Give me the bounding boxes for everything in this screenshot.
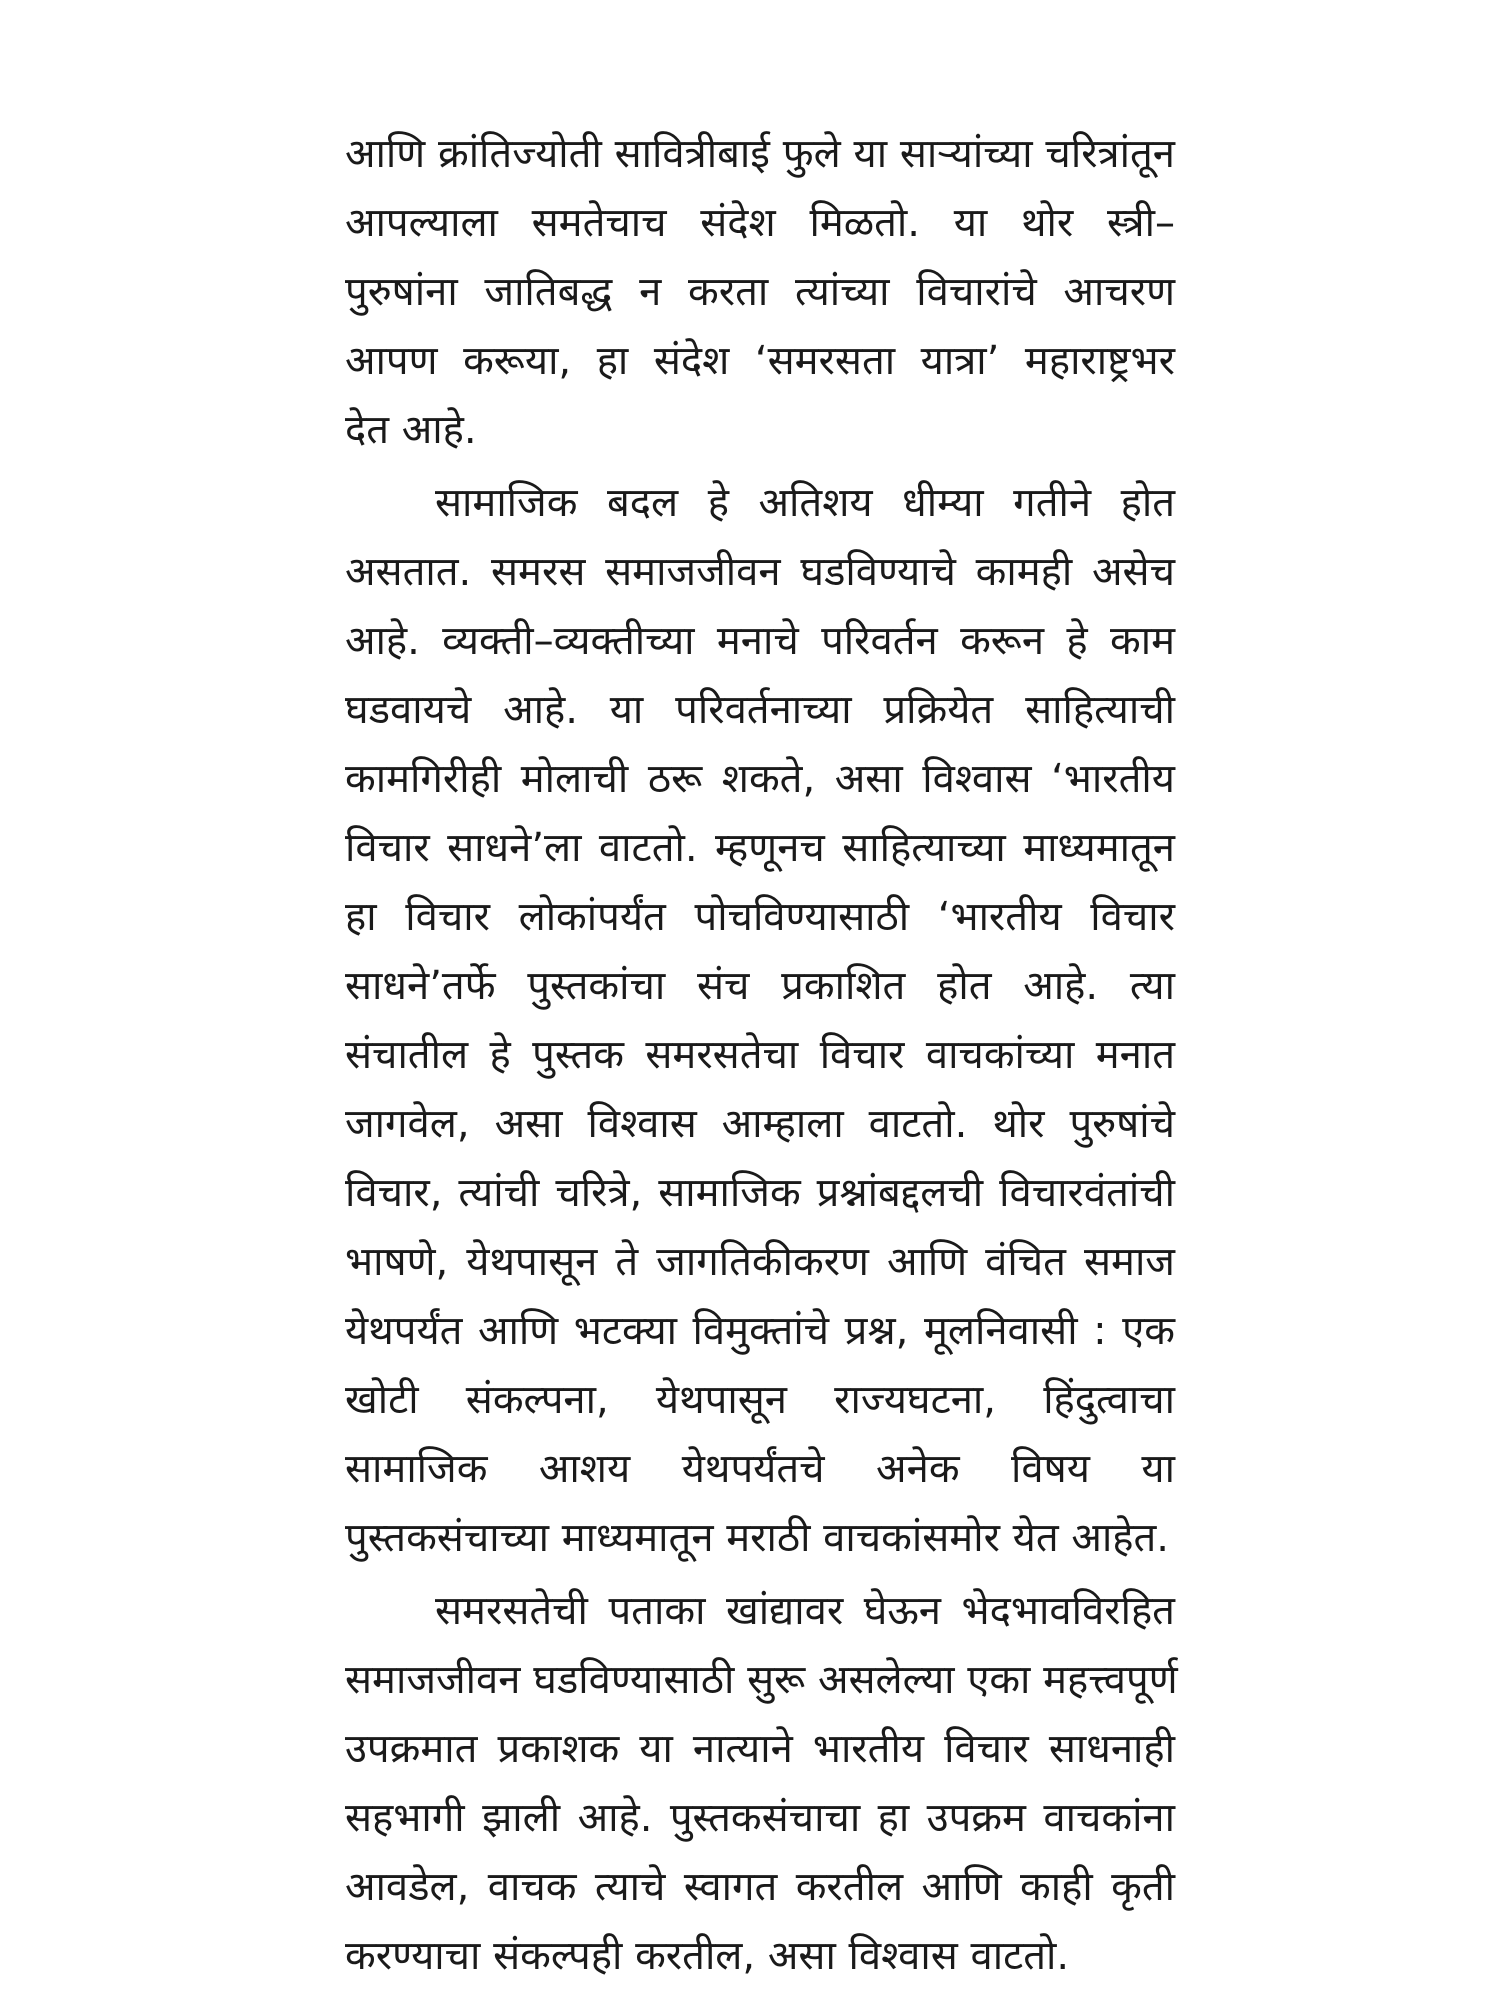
text-line: खोटी संकल्पना, येथपासून राज्यघटना, हिंदुत्वाचा <box>345 1377 1175 1423</box>
text-line: देत आहे. <box>345 407 477 453</box>
text-line: समाजजीवन घडविण्यासाठी सुरू असलेल्या एका महत्त्वपूर्ण <box>345 1657 1178 1703</box>
text-line: उपक्रमात प्रकाशक या नात्याने भारतीय विचार साधनाही <box>345 1726 1175 1772</box>
paragraph-1 <box>345 120 1175 465</box>
body-text <box>345 120 1178 1991</box>
text-line: आपल्याला समतेचाच संदेश मिळतो. या थोर स्त्री– <box>345 200 1175 246</box>
text-line: असतात. समरस समाजजीवन घडविण्याचे कामही असेच <box>345 549 1175 595</box>
text-line: भाषणे, येथपासून ते जागतिकीकरण आणि वंचित समाज <box>345 1239 1175 1285</box>
text-line: हा विचार लोकांपर्यंत पोचविण्यासाठी ‘भारतीय विचार <box>345 894 1175 940</box>
paragraph-2 <box>345 469 1175 1573</box>
text-line: सहभागी झाली आहे. पुस्तकसंचाचा हा उपक्रम वाचकांना <box>345 1795 1175 1841</box>
text-line: आहे. व्यक्ती–व्यक्तीच्या मनाचे परिवर्तन करून हे काम <box>345 618 1175 664</box>
text-line: पुस्तकसंचाच्या माध्यमातून मराठी वाचकांसमोर येत आहेत. <box>345 1515 1170 1561</box>
text-line: आपण करूया, हा संदेश ‘समरसता यात्रा’ महाराष्ट्रभर <box>345 338 1175 384</box>
paragraph-3 <box>345 1577 1178 1991</box>
text-line: सामाजिक बदल हे अतिशय धीम्या गतीने होत <box>435 480 1175 526</box>
text-line: सामाजिक आशय येथपर्यंतचे अनेक विषय या <box>345 1446 1175 1492</box>
text-line: घडवायचे आहे. या परिवर्तनाच्या प्रक्रियेत साहित्याची <box>345 687 1175 733</box>
text-line: आणि क्रांतिज्योती सावित्रीबाई फुले या साऱ्यांच्या चरित्रांतून <box>345 131 1175 177</box>
text-line: करण्याचा संकल्पही करतील, असा विश्वास वाटतो. <box>345 1933 1070 1979</box>
text-line: पुरुषांना जातिबद्ध न करता त्यांच्या विचारांचे आचरण <box>345 269 1175 315</box>
text-line: जागवेल, असा विश्वास आम्हाला वाटतो. थोर पुरुषांचे <box>345 1101 1175 1147</box>
text-line: विचार, त्यांची चरित्रे, सामाजिक प्रश्नांबद्दलची विचारवंतांची <box>345 1170 1175 1216</box>
text-line: संचातील हे पुस्तक समरसतेचा विचार वाचकांच्या मनात <box>345 1032 1175 1078</box>
text-line: समरसतेची पताका खांद्यावर घेऊन भेदभावविरहित <box>435 1588 1175 1634</box>
text-line: कामगिरीही मोलाची ठरू शकते, असा विश्वास ‘भारतीय <box>345 756 1175 802</box>
text-line: विचार साधने’ला वाटतो. म्हणूनच साहित्याच्या माध्यमातून <box>345 825 1175 871</box>
text-line: आवडेल, वाचक त्याचे स्वागत करतील आणि काही कृती <box>345 1864 1175 1910</box>
text-line: येथपर्यंत आणि भटक्या विमुक्तांचे प्रश्न, मूलनिवासी : एक <box>345 1308 1175 1354</box>
text-line: साधने’तर्फे पुस्तकांचा संच प्रकाशित होत आहे. त्या <box>345 963 1175 1009</box>
